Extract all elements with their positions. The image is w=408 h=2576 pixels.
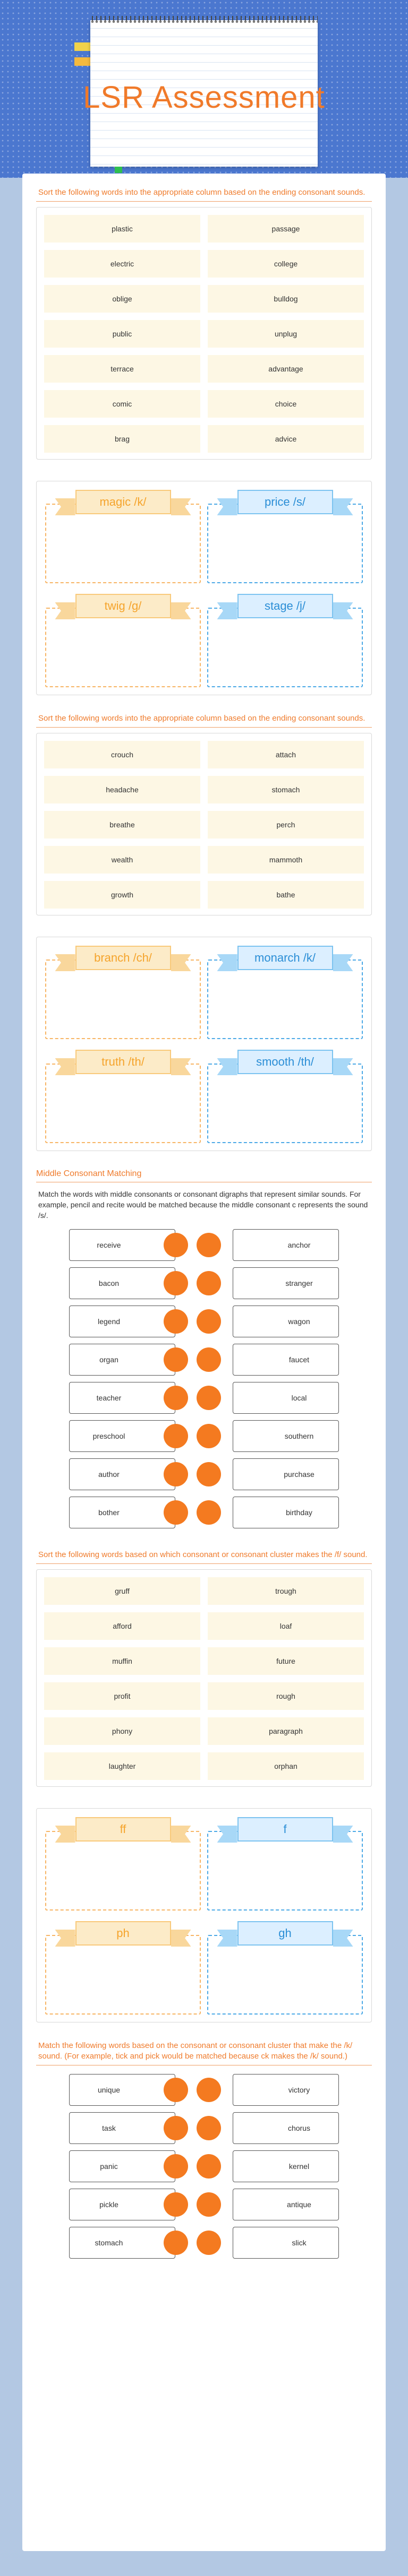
connector-dot[interactable]: [197, 2192, 221, 2217]
word-card[interactable]: gruff: [44, 1577, 200, 1605]
connector-dot[interactable]: [197, 2078, 221, 2102]
drop-zone[interactable]: [45, 608, 201, 687]
word-grid: [44, 1577, 364, 1780]
word-card[interactable]: college: [208, 250, 364, 278]
drop-bucket[interactable]: [45, 945, 201, 1039]
instruction: Sort the following words based on which consonant or consonant cluster makes the /f/ sound.: [36, 1548, 372, 1564]
connector-dot[interactable]: [164, 1386, 188, 1410]
spiral-binding: [90, 16, 318, 25]
word-card[interactable]: perch: [208, 811, 364, 839]
match-word-right[interactable]: victory: [233, 2074, 339, 2106]
match-word-right[interactable]: faucet: [233, 1344, 339, 1376]
word-card[interactable]: loaf: [208, 1612, 364, 1640]
match-row: [69, 2109, 339, 2147]
drop-bucket[interactable]: [207, 1816, 363, 1911]
match-word-right[interactable]: antique: [233, 2189, 339, 2220]
bucket-label: ff: [75, 1817, 171, 1842]
match-row: [69, 2224, 339, 2262]
match-word-left[interactable]: preschool: [69, 1420, 175, 1452]
match-row: [69, 1455, 339, 1493]
match-word-left[interactable]: organ: [69, 1344, 175, 1376]
word-card[interactable]: unplug: [208, 320, 364, 348]
connector-dot[interactable]: [197, 1424, 221, 1448]
word-card[interactable]: breathe: [44, 811, 200, 839]
word-card[interactable]: advice: [208, 425, 364, 453]
word-card[interactable]: orphan: [208, 1752, 364, 1780]
word-card[interactable]: advantage: [208, 355, 364, 383]
match-word-right[interactable]: local: [233, 1382, 339, 1414]
word-card[interactable]: paragraph: [208, 1717, 364, 1745]
connector-dot[interactable]: [164, 1347, 188, 1372]
matching-section-2: [36, 2038, 372, 2262]
connector-dot[interactable]: [164, 1500, 188, 1525]
bucket-label: gh: [237, 1921, 333, 1946]
sort-section-3: [36, 1548, 372, 2022]
drop-bucket[interactable]: [207, 593, 363, 687]
drop-zone[interactable]: [207, 959, 363, 1039]
match-word-left[interactable]: unique: [69, 2074, 175, 2106]
word-card[interactable]: bathe: [208, 881, 364, 909]
word-card[interactable]: brag: [44, 425, 200, 453]
connector-dot[interactable]: [197, 1386, 221, 1410]
drop-zone[interactable]: [207, 1935, 363, 2015]
connector-dot[interactable]: [164, 1233, 188, 1257]
word-bank: [36, 207, 372, 460]
connector-dot[interactable]: [164, 2078, 188, 2102]
match-word-right[interactable]: wagon: [233, 1306, 339, 1337]
match-word-left[interactable]: legend: [69, 1306, 175, 1337]
bucket-label: price /s/: [237, 490, 333, 514]
drop-bucket[interactable]: [45, 1920, 201, 2015]
match-word-right[interactable]: slick: [233, 2227, 339, 2259]
instruction: Match the following words based on the consonant or consonant cluster that make the /k/ sound. (For example, tick and pick would be matched because ck makes the /k/ sound.): [36, 2038, 372, 2065]
bucket-label: smooth /th/: [237, 1050, 333, 1074]
sort-section-1: [36, 185, 372, 695]
connector-dot[interactable]: [197, 1271, 221, 1295]
match-word-left[interactable]: receive: [69, 1229, 175, 1261]
bucket-label: ph: [75, 1921, 171, 1946]
connector-dot[interactable]: [164, 1424, 188, 1448]
worksheet: [22, 174, 386, 2551]
match-word-right[interactable]: anchor: [233, 1229, 339, 1261]
instruction: Sort the following words into the appropriate column based on the ending consonant sounds.: [36, 711, 372, 728]
word-card[interactable]: muffin: [44, 1647, 200, 1675]
drop-bucket[interactable]: [207, 1049, 363, 1143]
connector-dot[interactable]: [164, 1309, 188, 1334]
match-word-left[interactable]: teacher: [69, 1382, 175, 1414]
header-banner: [0, 0, 408, 178]
match-word-left[interactable]: bacon: [69, 1267, 175, 1299]
match-word-left[interactable]: bother: [69, 1497, 175, 1528]
bucket-label: magic /k/: [75, 490, 171, 514]
word-card[interactable]: stomach: [208, 776, 364, 803]
word-card[interactable]: trough: [208, 1577, 364, 1605]
match-word-left[interactable]: task: [69, 2112, 175, 2144]
connector-dot[interactable]: [197, 2116, 221, 2140]
section-title: Middle Consonant Matching: [36, 1167, 372, 1182]
match-row: [69, 1226, 339, 1264]
word-card[interactable]: growth: [44, 881, 200, 909]
drop-zones: [36, 481, 372, 695]
drop-bucket[interactable]: [207, 945, 363, 1039]
match-row: [69, 1379, 339, 1417]
matching-section-1: [36, 1167, 372, 1532]
word-card[interactable]: mammoth: [208, 846, 364, 874]
match-word-right[interactable]: birthday: [233, 1497, 339, 1528]
drop-zones: [36, 937, 372, 1151]
word-card[interactable]: attach: [208, 741, 364, 768]
match-row: [69, 2071, 339, 2109]
word-grid: [44, 741, 364, 909]
bucket-label: f: [237, 1817, 333, 1842]
match-row: [69, 2185, 339, 2224]
word-card[interactable]: plastic: [44, 215, 200, 243]
match-word-right[interactable]: southern: [233, 1420, 339, 1452]
connector-dot[interactable]: [197, 1347, 221, 1372]
word-card[interactable]: headache: [44, 776, 200, 803]
word-card[interactable]: choice: [208, 390, 364, 418]
connector-dot[interactable]: [197, 1309, 221, 1334]
notepad-tab: [115, 167, 122, 173]
word-card[interactable]: future: [208, 1647, 364, 1675]
match-word-right[interactable]: purchase: [233, 1458, 339, 1490]
word-card[interactable]: bulldog: [208, 285, 364, 313]
connector-dot[interactable]: [197, 2231, 221, 2255]
drop-zone[interactable]: [207, 504, 363, 583]
match-row: [69, 1417, 339, 1455]
match-word-right[interactable]: chorus: [233, 2112, 339, 2144]
match-row: [69, 1493, 339, 1532]
matching-area: [36, 2071, 372, 2262]
matching-area: [36, 1226, 372, 1532]
connector-dot[interactable]: [197, 1500, 221, 1525]
connector-dot[interactable]: [197, 2154, 221, 2179]
word-card[interactable]: oblige: [44, 285, 200, 313]
word-card[interactable]: crouch: [44, 741, 200, 768]
word-bank: [36, 733, 372, 915]
connector-dot[interactable]: [164, 2192, 188, 2217]
drop-bucket[interactable]: [207, 1920, 363, 2015]
word-card[interactable]: rough: [208, 1682, 364, 1710]
drop-zones: [36, 1808, 372, 2022]
sort-section-2: [36, 711, 372, 1151]
connector-dot[interactable]: [164, 1462, 188, 1486]
match-word-left[interactable]: panic: [69, 2150, 175, 2182]
word-bank: [36, 1569, 372, 1787]
page-title: LSR Assessment: [83, 80, 325, 115]
drop-bucket[interactable]: [45, 1816, 201, 1911]
drop-bucket[interactable]: [45, 489, 201, 583]
match-word-left[interactable]: pickle: [69, 2189, 175, 2220]
word-card[interactable]: electric: [44, 250, 200, 278]
drop-bucket[interactable]: [45, 1049, 201, 1143]
match-row: [69, 1341, 339, 1379]
match-row: [69, 2147, 339, 2185]
drop-zone[interactable]: [207, 608, 363, 687]
match-word-right[interactable]: stranger: [233, 1267, 339, 1299]
bucket-label: truth /th/: [75, 1050, 171, 1074]
word-card[interactable]: comic: [44, 390, 200, 418]
word-card[interactable]: profit: [44, 1682, 200, 1710]
section-description: Match the words with middle consonants or consonant digraphs that represent similar sounds. For example, pencil and recite would be matched because the middle consonant c represents the sound /s/.: [38, 1190, 368, 1220]
drop-zone[interactable]: [45, 959, 201, 1039]
word-card[interactable]: passage: [208, 215, 364, 243]
connector-dot[interactable]: [164, 2231, 188, 2255]
bucket-label: branch /ch/: [75, 946, 171, 970]
word-card[interactable]: laughter: [44, 1752, 200, 1780]
drop-zone[interactable]: [207, 1064, 363, 1143]
drop-zone[interactable]: [45, 1935, 201, 2015]
connector-dot[interactable]: [164, 2154, 188, 2179]
bucket-label: stage /j/: [237, 594, 333, 618]
word-card[interactable]: terrace: [44, 355, 200, 383]
connector-dot[interactable]: [197, 1233, 221, 1257]
word-grid: [44, 215, 364, 453]
match-row: [69, 1264, 339, 1302]
connector-dot[interactable]: [164, 2116, 188, 2140]
match-word-left[interactable]: author: [69, 1458, 175, 1490]
word-card[interactable]: afford: [44, 1612, 200, 1640]
drop-bucket[interactable]: [207, 489, 363, 583]
connector-dot[interactable]: [164, 1271, 188, 1295]
drop-zone[interactable]: [45, 1831, 201, 1911]
match-word-left[interactable]: stomach: [69, 2227, 175, 2259]
bucket-label: monarch /k/: [237, 946, 333, 970]
connector-dot[interactable]: [197, 1462, 221, 1486]
drop-zone[interactable]: [45, 504, 201, 583]
bucket-label: twig /g/: [75, 594, 171, 618]
word-card[interactable]: public: [44, 320, 200, 348]
drop-zone[interactable]: [207, 1831, 363, 1911]
drop-bucket[interactable]: [45, 593, 201, 687]
match-row: [69, 1302, 339, 1341]
word-card[interactable]: phony: [44, 1717, 200, 1745]
instruction: Sort the following words into the appropriate column based on the ending consonant sounds.: [36, 185, 372, 202]
match-word-right[interactable]: kernel: [233, 2150, 339, 2182]
drop-zone[interactable]: [45, 1064, 201, 1143]
word-card[interactable]: wealth: [44, 846, 200, 874]
